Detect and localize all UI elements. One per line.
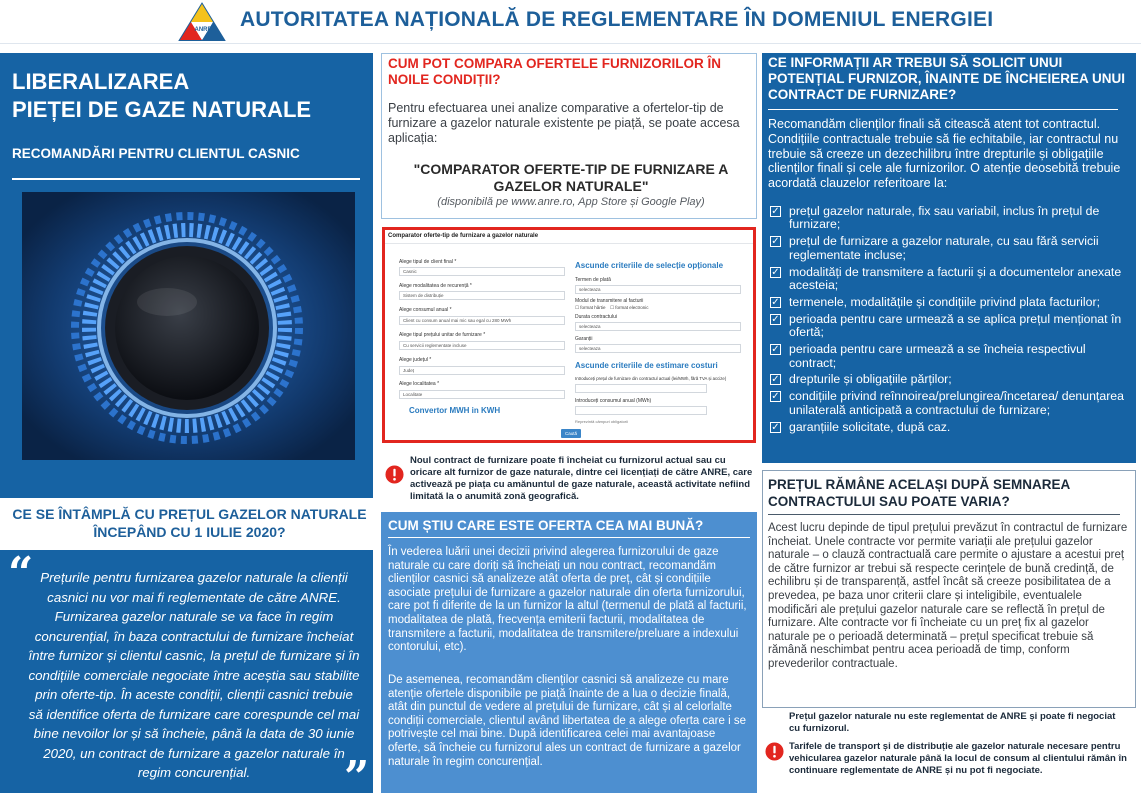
- option-label: format electronic: [615, 305, 649, 310]
- open-quote-icon: “: [8, 548, 34, 599]
- warning-icon: [765, 742, 784, 761]
- search-button[interactable]: Caută: [561, 429, 581, 438]
- field-label: Durata contractului: [575, 314, 617, 320]
- checkbox-icon: ✓: [771, 266, 780, 278]
- estimate-criteria-heading[interactable]: Ascunde criteriile de estimare costuri: [575, 361, 718, 370]
- field-label: Alege tipul prețului unitar de furnizare *: [399, 332, 486, 338]
- gas-burner-image: [22, 192, 355, 460]
- clause-text: perioada pentru care urmează a se aplica prețul menționat în ofertă;: [789, 311, 1122, 340]
- checkbox-icon: ✓: [771, 421, 780, 433]
- clause-item: [770, 235, 1130, 262]
- field-label: Modul de transmitere al facturii: [575, 298, 644, 304]
- annual-consumption-input[interactable]: [575, 406, 707, 415]
- comparator-screenshot: [382, 227, 756, 443]
- clause-text: modalități de transmitere a facturii și a documentelor anexate acesteia;: [789, 264, 1122, 293]
- compare-text: Pentru efectuarea unei analize comparative a ofertelor-tip de furnizare a gazelor naturale existente pe piață, se poate accesa aplicația:: [388, 101, 740, 145]
- field-label: Introduceți consumul anual (MWh): [575, 398, 652, 404]
- main-subtitle: RECOMANDĂRI PENTRU CLIENTUL CASNIC: [12, 146, 300, 161]
- locality-select[interactable]: Localitate: [399, 390, 565, 399]
- price-not-regulated-note: Prețul gazelor naturale nu este reglementat de ANRE și poate fi negociat cu furnizorul.: [789, 711, 1116, 734]
- close-quote-icon: ”: [344, 752, 370, 803]
- divider: [12, 178, 360, 180]
- clause-item: [770, 390, 1130, 417]
- checkbox-icon: ✓: [771, 296, 780, 308]
- anre-logo: [178, 2, 226, 42]
- clause-text: perioada pentru care urmează a se încheia respectivul contract;: [789, 342, 1086, 370]
- converter-link[interactable]: Convertor MWH in KWH: [409, 406, 501, 415]
- checkbox-icon: ✓: [771, 313, 780, 325]
- app-availability: (disponibilă pe www.anre.ro, App Store și Google Play): [437, 196, 705, 208]
- tariffs-regulated-note: Tarifele de transport și de distribuție ale gazelor naturale necesare pentru vehicularea gazelor naturale până la locul de consum al clientului rămân în continuare reglementate de ANRE și nu pot fi negociate.: [789, 741, 1127, 776]
- price-question: CE SE ÎNTÂMPLĂ CU PREȚUL GAZELOR NATURALE ÎNCEPÂND CU 1 IULIE 2020?: [12, 506, 367, 540]
- recurrence-select[interactable]: Sistem de distribuție: [399, 291, 565, 300]
- field-label: Introduceți prețul de furnizare din contractul actual (lei/MWh, fără TVA și accize): [575, 376, 727, 381]
- option-label: format hârtie: [580, 305, 606, 310]
- required-note: Reprezintă câmpuri obligatorii: [575, 419, 628, 424]
- app-name: "COMPARATOR OFERTE-TIP DE FURNIZARE A GAZELOR NATURALE": [413, 161, 729, 194]
- clause-item: [770, 343, 1130, 370]
- clause-text: condițiile privind reînnoirea/prelungirea/încetarea/ denunțarea unilaterală anticipată a contractului de furnizare;: [789, 389, 1124, 417]
- clause-item: [770, 373, 1130, 386]
- guarantees-select[interactable]: selecteaza: [575, 344, 741, 353]
- info-intro: Recomandăm clienților finali să citească atent tot contractul. Condițiile contractuale trebuie să fie echitabile, iar contractul nu trebuie să creeze un dezechilibru între drepturile și obligațiile clienților finali și cele ale furnizorilor. O atenție deosebită trebuie acordată clauzelor referitoare la:: [768, 117, 1121, 191]
- checkbox-icon: ✓: [771, 236, 780, 248]
- divider: [385, 243, 753, 244]
- comparator-title: Comparator oferte-tip de furnizare a gazelor naturale: [388, 233, 539, 239]
- clause-text: garanțiile solicitate, după caz.: [789, 419, 951, 434]
- page-title: AUTORITATEA NAȚIONALĂ DE REGLEMENTARE ÎN DOMENIUL ENERGIEI: [240, 8, 994, 31]
- client-type-select[interactable]: Casnic: [399, 267, 565, 276]
- optional-criteria-heading[interactable]: Ascunde criteriile de selecție opționale: [575, 261, 724, 270]
- price-type-select[interactable]: Cu servicii reglementate incluse: [399, 341, 565, 350]
- consumption-select[interactable]: Client cu consum anual mai mic sau egal cu 280 MWh: [399, 316, 565, 325]
- payment-term-select[interactable]: selecteaza: [575, 285, 741, 294]
- field-label: Alege consumul anual *: [399, 307, 452, 313]
- main-title: [12, 68, 370, 124]
- warning-icon: [385, 465, 404, 484]
- logo-text: ANRE: [194, 27, 212, 33]
- current-price-input[interactable]: [575, 384, 707, 393]
- quote-text: Prețurile pentru furnizarea gazelor naturale la clienții casnici nu vor mai fi reglementate de către ANRE. Furnizarea gazelor naturale se va face în regim concurențial, în baza contractului de furnizare încheiat între furnizor și clientul casnic, la prețul de furnizare și în condițiile comerciale negociate între aceștia sau stabilite prin oferte-tip. În aceste condiții, clienții casnici trebuie să identifice oferta de furnizare care corespunde cel mai bine nevoilor lor și să încheie, până la data de 30 iunie 2020, un contract de furnizare a gazelor naturale în regim concurențial.: [28, 570, 360, 780]
- clause-item: [770, 296, 1130, 309]
- invoice-electronic-checkbox[interactable]: ☐ format electronic: [610, 305, 649, 310]
- county-select[interactable]: Județ: [399, 366, 565, 375]
- divider: [768, 514, 1120, 515]
- field-label: Alege localitatea *: [399, 381, 440, 387]
- divider: [768, 109, 1118, 110]
- new-contract-note: Noul contract de furnizare poate fi încheiat cu furnizorul actual sau cu oricare alt furnizor de gaze naturale, dintre cei licențiați de către ANRE, care activează pe piața cu amănuntul de gaze naturale, această activitate nefiind limitată la o anumită zonă geografică.: [410, 455, 753, 502]
- price-heading: PREȚUL RĂMÂNE ACELAȘI DUPĂ SEMNAREA CONTRACTULUI SAU POATE VARIA?: [768, 477, 1070, 509]
- main-title-line2: PIEȚEI DE GAZE NATURALE: [12, 97, 312, 122]
- best-offer-paragraph-1: În vederea luării unei decizii privind alegerea furnizorului de gaze naturale cu care doriți să încheiați un nou contract, recomandăm clienților casnici să analizeze atât oferta de preț, cât și condițiile asociate prețului de furnizare a gazelor naturale din oferta furnizorului, care pot fi diferite de la un furnizor la altul (termenul de plată al facturii, modalitatea de plată, frecvența emiterii facturii, modalitatea de transmitere a facturii, modalitatea de transmitere/preluare a indexului contorului, etc).: [388, 546, 747, 654]
- main-title-line1: LIBERALIZAREA: [12, 69, 190, 94]
- clause-item: [770, 205, 1130, 232]
- checkbox-icon: ✓: [771, 206, 780, 217]
- checkbox-icon: ✓: [771, 344, 780, 356]
- best-offer-heading: CUM ȘTIU CARE ESTE OFERTA CEA MAI BUNĂ?: [388, 518, 704, 533]
- clause-item: [770, 313, 1130, 340]
- clause-text: prețul de furnizare a gazelor naturale, cu sau fără servicii reglementate incluse;: [789, 234, 1099, 262]
- field-label: Termen de plată: [575, 277, 611, 283]
- clause-text: drepturile și obligațiile părților;: [789, 372, 952, 387]
- field-label: Garanții: [575, 336, 593, 342]
- price-text: Acest lucru depinde de tipul prețului prevăzut în contractul de furnizare încheiat. Unele contracte vor permite variații ale prețului gazelor naturale – o clauză contractuală care permite o ajustare a acestui preț de către furnizor ar trebui să respecte cerințele de bună credință, de echilibru și de transparență, astfel încât să creeze posibilitatea de a prevedea, pe baza unor criterii clare și inteligibile, eventualele modificări ale prețului gazelor naturale care se reflectă în prețul de furnizare. Alte contracte vor fi încheiate cu un preț fix al gazelor naturale pe o perioadă determinată – prețul specificat trebuie să rămână neschimbat pentru acea perioadă de timp, conform prevederilor contractuale.: [768, 522, 1128, 670]
- compare-heading: CUM POT COMPARA OFERTELE FURNIZORILOR ÎN NOILE CONDIȚII?: [388, 56, 721, 87]
- clause-text: prețul gazelor naturale, fix sau variabil, inclus în prețul de furnizare;: [789, 204, 1100, 232]
- divider: [388, 537, 750, 538]
- clause-item: [770, 266, 1130, 293]
- info-heading: CE INFORMAȚII AR TREBUI SĂ SOLICIT UNUI POTENȚIAL FURNIZOR, ÎNAINTE DE ÎNCHEIEREA UNUI CONTRACT DE FURNIZARE?: [768, 55, 1126, 102]
- clause-list: [770, 205, 1130, 438]
- clause-text: termenele, modalitățile și condițiile privind plata facturilor;: [789, 294, 1100, 309]
- duration-select[interactable]: selecteaza: [575, 322, 741, 331]
- field-label: Alege tipul de client final *: [399, 259, 457, 265]
- field-label: Alege județul *: [399, 357, 432, 363]
- field-label: Alege modalitatea de recurență *: [399, 283, 472, 289]
- checkbox-icon: ✓: [771, 391, 780, 403]
- checkbox-icon: ✓: [771, 374, 780, 386]
- best-offer-paragraph-2: De asemenea, recomandăm clienților casnici să analizeze cu mare atenție ofertele disponibile pe piață înainte de a lua o decizie finală, atât din punctul de vedere al prețului de furnizare, cât și al celorlalte condiții comerciale, clientul având libertatea de a alege oferta care i se potrivește cel mai bine. După identificarea celei mai avantajoase oferte, să încheie cu furnizorul ales un contract de furnizare a gazelor naturale în regim concurențial.: [388, 674, 746, 768]
- invoice-paper-checkbox[interactable]: ☐ format hârtie: [575, 305, 606, 310]
- clause-item: [770, 421, 1130, 434]
